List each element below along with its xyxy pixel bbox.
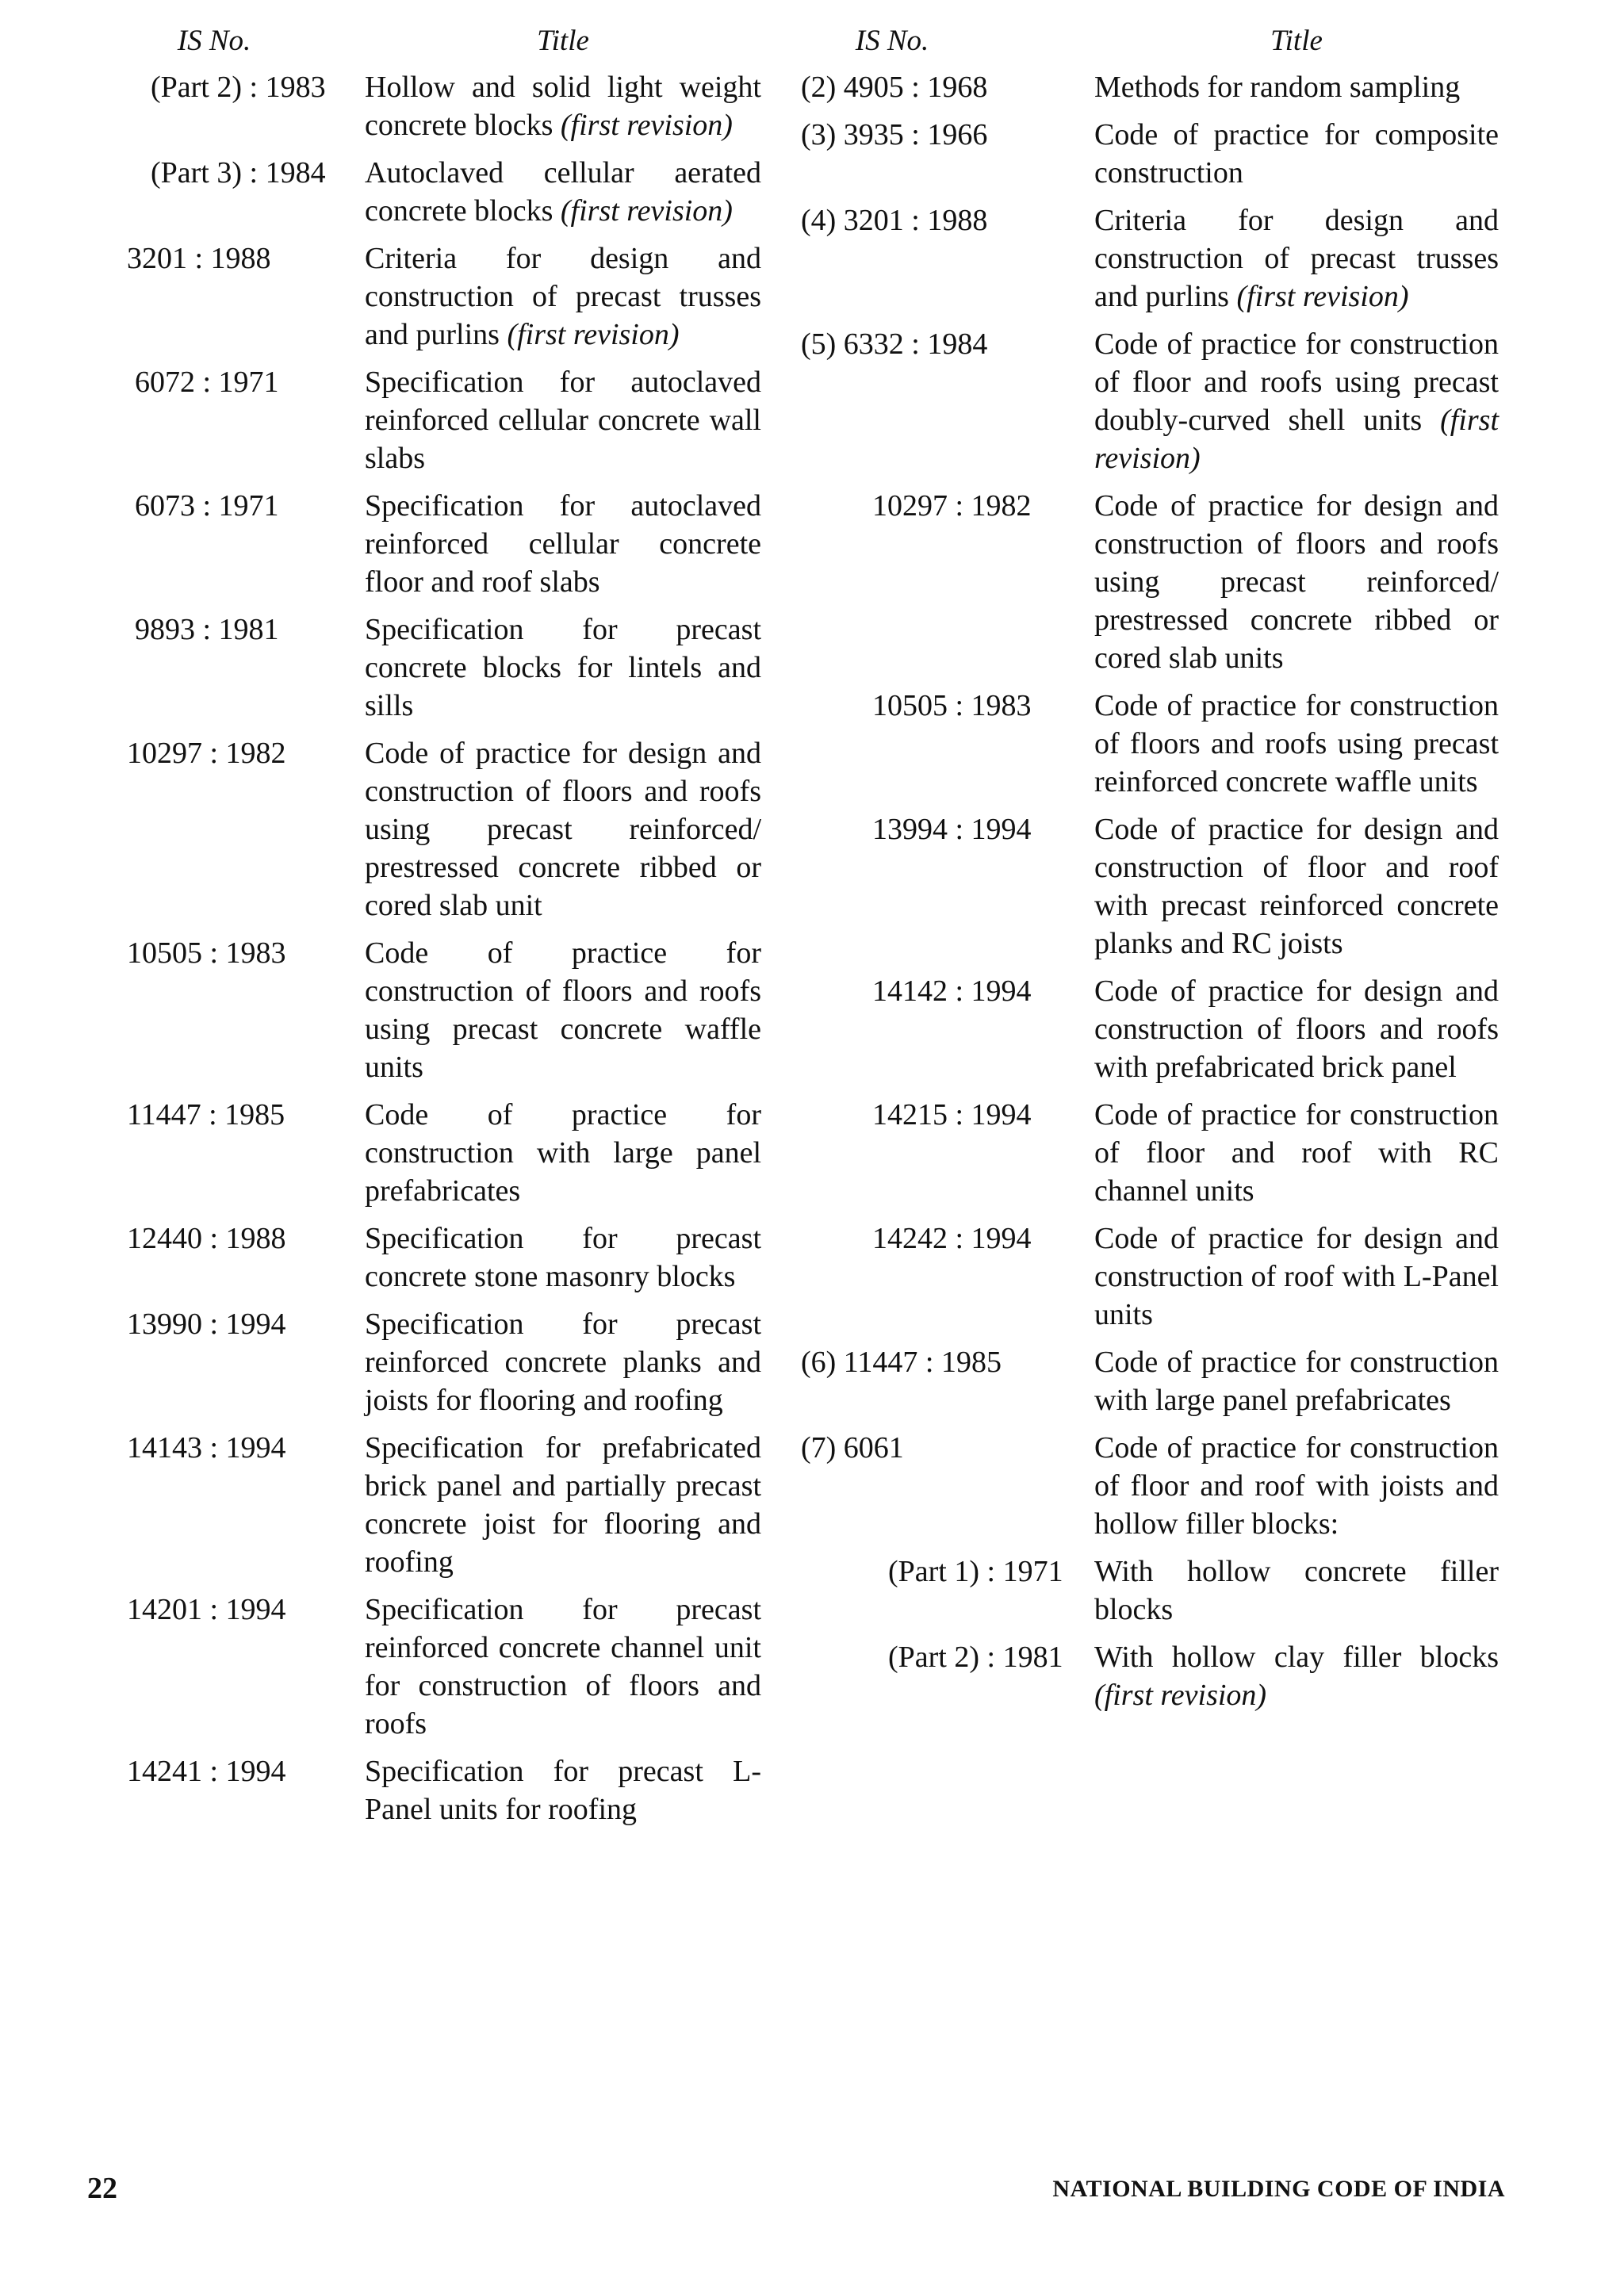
- is-number: 14143 : 1994: [127, 1431, 286, 1465]
- revision-note: (first revision): [1094, 1679, 1267, 1712]
- left-header-row: [127, 24, 769, 59]
- list-item: [127, 1096, 769, 1210]
- list-item: [127, 1219, 769, 1296]
- title-text: Autoclaved cellular aerated concrete blocks: [365, 156, 761, 228]
- standard-title: [365, 154, 761, 230]
- standard-title: [365, 239, 761, 354]
- is-number: 9893 : 1981: [135, 613, 279, 646]
- standard-title: [1094, 1638, 1499, 1714]
- list-item: [801, 687, 1507, 801]
- list-item: [801, 201, 1507, 316]
- is-number: 10505 : 1983: [127, 936, 286, 970]
- is-number: (7) 6061: [801, 1431, 904, 1465]
- standard-title: [365, 363, 761, 477]
- list-item: [127, 1429, 769, 1581]
- list-item: [801, 1343, 1507, 1419]
- list-item: [127, 734, 769, 925]
- left-is-no-header: IS No.: [177, 25, 251, 57]
- title-text: Specification for precast concrete blocks for lintels and sills: [365, 613, 761, 722]
- is-number: (Part 2) : 1983: [151, 71, 326, 104]
- is-number: 10505 : 1983: [872, 689, 1032, 722]
- standard-title: [1094, 487, 1499, 677]
- title-text: Hollow and solid light weight concrete blocks: [365, 71, 761, 142]
- title-text: Code of practice for composite construction: [1094, 118, 1499, 190]
- list-item: [801, 325, 1507, 477]
- list-item: [801, 68, 1507, 106]
- standard-title: [1094, 1343, 1499, 1419]
- title-text: Code of practice for construction of floors and roofs using precast reinforced concrete waffle units: [1094, 689, 1499, 798]
- is-number: 14242 : 1994: [872, 1222, 1032, 1255]
- list-item: [801, 487, 1507, 677]
- standard-title: [1094, 68, 1499, 106]
- is-number: 6072 : 1971: [135, 366, 279, 399]
- title-text: Code of practice for design and construction of floors and roofs using precast reinforced/ prestressed concrete ribbed or cored slab units: [1094, 489, 1499, 675]
- list-item: [127, 934, 769, 1086]
- title-text: Specification for precast reinforced concrete channel unit for construction of floors and roofs: [365, 1593, 761, 1740]
- standard-title: [1094, 325, 1499, 477]
- title-text: Code of practice for construction of floors and roofs using precast concrete waffle units: [365, 936, 761, 1084]
- title-text: Code of practice for design and construction of floors and roofs using precast reinforced/ prestressed concrete ribbed or cored slab unit: [365, 737, 761, 922]
- title-text: With hollow concrete filler blocks: [1094, 1555, 1499, 1626]
- page-footer: [0, 2171, 1624, 2219]
- is-number: (Part 1) : 1971: [888, 1555, 1063, 1588]
- title-text: Code of practice for construction with large panel prefabricates: [365, 1098, 761, 1208]
- standard-title: [365, 734, 761, 925]
- standard-title: [365, 611, 761, 725]
- is-number: 10297 : 1982: [127, 737, 286, 770]
- title-text: Criteria for design and construction of precast trusses and purlins: [1094, 204, 1499, 313]
- standard-title: [1094, 1429, 1499, 1543]
- list-item: [127, 487, 769, 601]
- is-number: (5) 6332 : 1984: [801, 327, 988, 361]
- standard-title: [1094, 972, 1499, 1086]
- standard-title: [365, 487, 761, 601]
- standard-title: [1094, 1219, 1499, 1334]
- is-number: 14241 : 1994: [127, 1755, 286, 1788]
- list-item: [127, 611, 769, 725]
- list-item: [127, 1305, 769, 1419]
- is-number: 14142 : 1994: [872, 974, 1032, 1008]
- is-number: 11447 : 1985: [127, 1098, 285, 1131]
- right-column: [801, 24, 1507, 1724]
- is-number: 14215 : 1994: [872, 1098, 1032, 1131]
- list-item: [127, 68, 769, 144]
- right-header-row: [801, 24, 1507, 59]
- is-number: 14201 : 1994: [127, 1593, 286, 1626]
- list-item: [801, 116, 1507, 192]
- left-column: [127, 24, 769, 1838]
- title-text: Code of practice for construction of floor and roofs using precast doubly-curved shell units: [1094, 327, 1499, 437]
- list-item: [127, 1752, 769, 1828]
- standard-title: [1094, 1096, 1499, 1210]
- is-number: 10297 : 1982: [872, 489, 1032, 523]
- title-text: Methods for random sampling: [1094, 71, 1461, 104]
- document-title: NATIONAL BUILDING CODE OF INDIA: [1052, 2176, 1505, 2202]
- is-number: (2) 4905 : 1968: [801, 71, 988, 104]
- standard-title: [365, 68, 761, 144]
- standard-title: [365, 1219, 761, 1296]
- title-text: Specification for autoclaved reinforced cellular concrete wall slabs: [365, 366, 761, 475]
- list-item: [801, 1219, 1507, 1334]
- list-item: [801, 972, 1507, 1086]
- title-text: Code of practice for design and construction of floor and roof with precast reinforced concrete planks and RC joists: [1094, 813, 1499, 960]
- left-title-header: Title: [537, 25, 589, 57]
- list-item: [801, 810, 1507, 963]
- list-item: [801, 1553, 1507, 1629]
- is-number: 3201 : 1988: [127, 242, 271, 275]
- title-text: Code of practice for construction of floor and roof with joists and hollow filler blocks:: [1094, 1431, 1499, 1541]
- title-text: With hollow clay filler blocks: [1094, 1641, 1499, 1674]
- title-text: Code of practice for construction of floor and roof with RC channel units: [1094, 1098, 1499, 1208]
- revision-note: (first revision): [560, 194, 733, 228]
- list-item: [127, 239, 769, 354]
- standard-title: [365, 1305, 761, 1419]
- standard-title: [365, 1429, 761, 1581]
- is-number: 13990 : 1994: [127, 1308, 286, 1341]
- list-item: [801, 1096, 1507, 1210]
- standard-title: [365, 1096, 761, 1210]
- is-number: (4) 3201 : 1988: [801, 204, 988, 237]
- is-number: (Part 2) : 1981: [888, 1641, 1063, 1674]
- list-item: [127, 154, 769, 230]
- standard-title: [1094, 687, 1499, 801]
- standard-title: [1094, 810, 1499, 963]
- list-item: [801, 1638, 1507, 1714]
- revision-note: (first revision): [507, 318, 680, 351]
- right-is-no-header: IS No.: [855, 25, 929, 57]
- standard-title: [365, 934, 761, 1086]
- revision-note: (first revision): [1094, 404, 1499, 475]
- title-text: Criteria for design and construction of precast trusses and purlins: [365, 242, 761, 351]
- standard-title: [1094, 1553, 1499, 1629]
- left-entry-list: [127, 68, 769, 1828]
- title-text: Specification for precast L-Panel units for roofing: [365, 1755, 761, 1826]
- standard-title: [365, 1752, 761, 1828]
- title-text: Code of practice for design and construction of roof with L-Panel units: [1094, 1222, 1499, 1331]
- list-item: [801, 1429, 1507, 1543]
- is-number: 6073 : 1971: [135, 489, 279, 523]
- title-text: Code of practice for design and construction of floors and roofs with prefabricated brick panel: [1094, 974, 1499, 1084]
- is-number: (6) 11447 : 1985: [801, 1346, 1002, 1379]
- page-number: 22: [87, 2172, 117, 2205]
- title-text: Specification for autoclaved reinforced cellular concrete floor and roof slabs: [365, 489, 761, 599]
- standard-title: [1094, 116, 1499, 192]
- is-number: 12440 : 1988: [127, 1222, 286, 1255]
- revision-note: (first revision): [560, 109, 733, 142]
- revision-note: (first revision): [1236, 280, 1409, 313]
- list-item: [127, 1591, 769, 1743]
- title-text: Specification for precast reinforced concrete planks and joists for flooring and roofing: [365, 1308, 761, 1417]
- is-number: (3) 3935 : 1966: [801, 118, 988, 151]
- right-title-header: Title: [1270, 25, 1323, 57]
- is-number: 13994 : 1994: [872, 813, 1032, 846]
- standard-title: [1094, 201, 1499, 316]
- standard-title: [365, 1591, 761, 1743]
- title-text: Specification for precast concrete stone masonry blocks: [365, 1222, 761, 1293]
- list-item: [127, 363, 769, 477]
- title-text: Specification for prefabricated brick panel and partially precast concrete joist for flooring and roofing: [365, 1431, 761, 1579]
- right-entry-list: [801, 68, 1507, 1714]
- is-number: (Part 3) : 1984: [151, 156, 326, 190]
- title-text: Code of practice for construction with large panel prefabricates: [1094, 1346, 1499, 1417]
